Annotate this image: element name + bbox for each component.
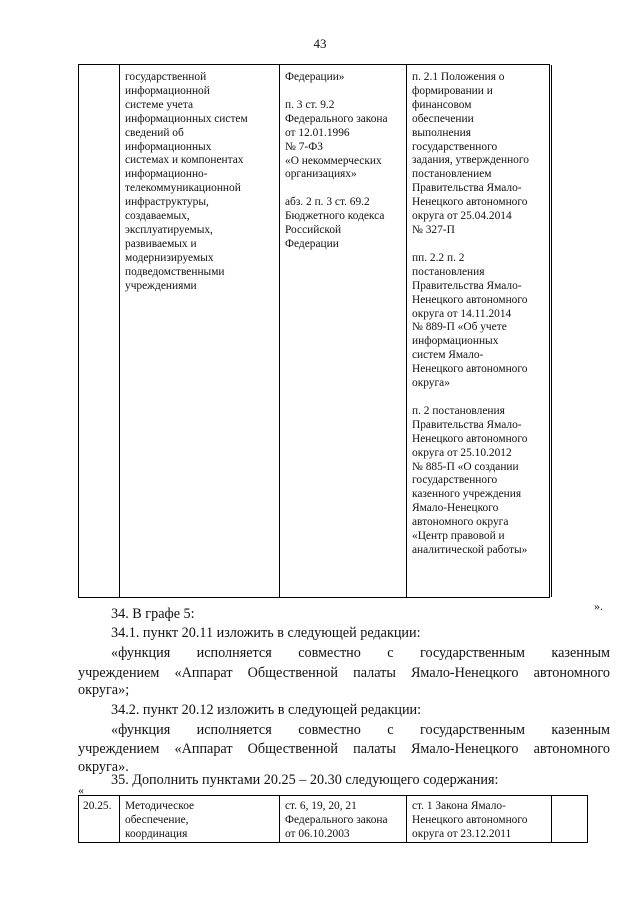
table-column-divider	[551, 65, 552, 597]
text-line: «Центр правовой и	[412, 530, 505, 543]
text-line: Ненецкого автономного	[412, 196, 528, 209]
text-line: формировании и	[412, 84, 493, 97]
item-35-heading: 35. Дополнить пунктами 20.25 – 20.30 следующего содержания:	[111, 772, 499, 788]
text-line: аналитической работы»	[412, 544, 528, 556]
text-line: от 06.10.2003	[285, 828, 350, 840]
text-line: систем Ямало-	[412, 349, 484, 362]
table-cell-information-systems	[125, 71, 275, 294]
text-line: Федерального закона	[285, 814, 388, 826]
text-line: системе учета	[125, 98, 194, 111]
text-line: финансовом	[412, 98, 472, 111]
text-line: округа от 14.11.2014	[412, 307, 512, 320]
text-line: сведений об	[125, 126, 184, 139]
text-line: организациях»	[285, 168, 357, 181]
text-line: обеспечении	[412, 112, 474, 125]
text-line: абз. 2 п. 3 ст. 69.2	[285, 196, 370, 209]
text-line: информационных	[412, 335, 499, 348]
table-column-divider	[119, 796, 120, 842]
text-line: постановлением	[412, 168, 492, 181]
text-line: Российской	[285, 224, 342, 237]
page-number: 43	[313, 36, 327, 51]
table-cell-legal-basis	[285, 799, 405, 841]
text-line: информационной	[125, 84, 210, 97]
text-line: округа от 23.12.2011	[412, 828, 512, 840]
text-line: государственного	[412, 140, 498, 153]
text-line: № 7-ФЗ	[285, 140, 323, 153]
table-cell-function	[125, 799, 275, 841]
table-column-divider	[551, 796, 552, 842]
text-line: Ненецкого автономного	[412, 814, 528, 826]
text-line: Методическое	[125, 800, 195, 812]
text-line: информационных	[125, 140, 212, 153]
text-line: № 327-П	[412, 223, 455, 236]
text-line: обеспечение,	[125, 814, 189, 826]
table-column-divider	[406, 65, 407, 597]
item-34-2-text-line: учреждением «Аппарат Общественной палаты Ямало-Ненецкого автономного	[78, 741, 610, 757]
text-line: координация	[125, 828, 188, 840]
item-34-2-text-line: округа».	[78, 759, 129, 775]
text-line: Федерации	[285, 238, 339, 251]
text-line: системах и компонентах	[125, 154, 244, 167]
item-34-2-text-line: «функция исполняется совместно с государственным казенным	[111, 722, 610, 738]
text-line: государственной	[125, 71, 207, 83]
text-line: Федерации»	[285, 71, 345, 83]
text-line: округа от 25.04.2014	[412, 210, 512, 223]
text-line: информационных систем	[125, 112, 248, 125]
text-line: Бюджетного кодекса	[285, 210, 385, 223]
text-line: Правительства Ямало-	[412, 182, 522, 195]
text-line: Ямало-Ненецкого	[412, 502, 499, 515]
text-line: государственного	[412, 474, 498, 487]
text-line: информационно-	[125, 168, 208, 181]
text-line: подведомственными	[125, 265, 225, 278]
text-line: п. 2.1 Положения о	[412, 71, 505, 83]
opening-quote: «	[78, 783, 84, 797]
text-line: от 12.01.1996	[285, 126, 350, 139]
table-cell-regulations	[412, 71, 550, 558]
text-line: выполнения	[412, 126, 471, 139]
item-34-1-text-line: «функция исполняется совместно с государственным казенным	[111, 645, 610, 661]
text-line: «О некоммерческих	[285, 154, 382, 167]
table-column-divider	[279, 796, 280, 842]
text-line: № 889-П «Об учете	[412, 321, 507, 334]
text-line: Ненецкого автономного	[412, 293, 528, 306]
item-34-2-heading: 34.2. пункт 20.12 изложить в следующей редакции:	[111, 702, 422, 718]
text-line: пп. 2.2 п. 2	[412, 251, 465, 264]
text-line: п. 3 ст. 9.2	[285, 98, 335, 111]
item-34-1-text-line: учреждением «Аппарат Общественной палаты Ямало-Ненецкого автономного	[78, 665, 610, 681]
text-line: п. 2 постановления	[412, 404, 505, 417]
item-34-1-text-line: округа»;	[78, 682, 130, 698]
row-number: 20.25.	[83, 800, 112, 812]
text-line: телекоммуникационной	[125, 182, 241, 195]
table-cell-legal-basis	[285, 71, 405, 252]
text-line: Федерального закона	[285, 112, 388, 125]
text-line: инфраструктуры,	[125, 196, 209, 209]
text-line: ст. 1 Закона Ямало-	[412, 800, 506, 812]
item-34-1-heading: 34.1. пункт 20.11 изложить в следующей редакции:	[111, 625, 421, 641]
table-column-divider	[119, 65, 120, 597]
closing-quote: ».	[594, 599, 603, 613]
text-line: Ненецкого автономного	[412, 363, 528, 376]
text-line: эксплуатируемых,	[125, 223, 213, 236]
text-line: № 885-П «О создании	[412, 460, 519, 473]
text-line: округа»	[412, 377, 450, 390]
item-34-heading: 34. В графе 5:	[111, 606, 195, 622]
text-line: Правительства Ямало-	[412, 418, 522, 431]
text-line: задания, утвержденного	[412, 154, 529, 167]
table-continuation	[78, 64, 550, 598]
text-line: модернизируемых	[125, 251, 214, 264]
text-line: казенного учреждения	[412, 488, 522, 501]
text-line: Ненецкого автономного	[412, 432, 528, 445]
text-line: ст. 6, 19, 20, 21	[285, 800, 357, 812]
text-line: развиваемых и	[125, 237, 197, 250]
text-line: постановления	[412, 265, 485, 278]
text-line: создаваемых,	[125, 210, 190, 223]
text-line: Правительства Ямало-	[412, 279, 522, 292]
new-items-table	[78, 795, 588, 843]
table-column-divider	[406, 796, 407, 842]
table-column-divider	[279, 65, 280, 597]
table-cell-regulations	[412, 799, 550, 841]
text-line: автономного округа	[412, 516, 509, 529]
text-line: округа от 25.10.2012	[412, 446, 512, 459]
text-line: учреждениями	[125, 279, 197, 292]
